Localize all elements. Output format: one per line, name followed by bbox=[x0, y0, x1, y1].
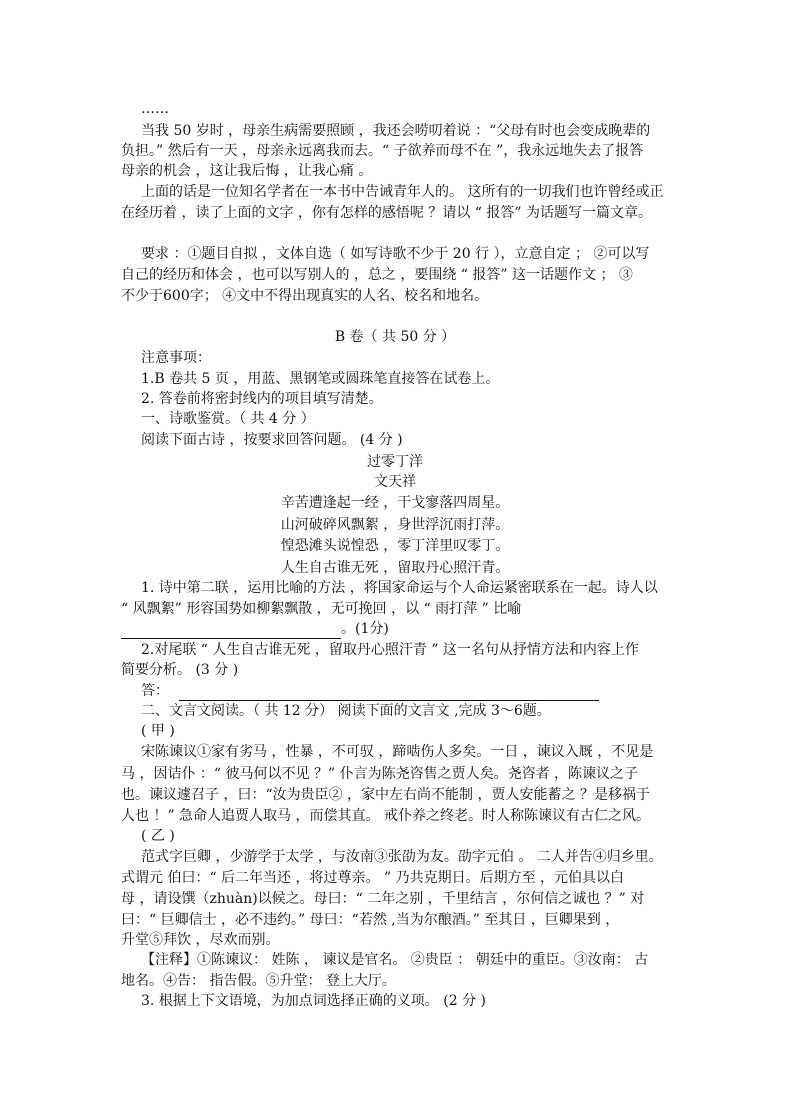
poem-line: 辛苦遭逢起一经 ，干戈寥落四周星。 bbox=[280, 495, 510, 511]
poetry-heading: 一、诗歌鉴赏。（ 共 4 分 ） bbox=[141, 411, 315, 427]
part-a-line2: 马 ，因诘仆 ：“ 彼马何以不见 ？” 仆言为陈尧咨售之贾人矣。尧咨者 ，陈谏议之子 bbox=[121, 766, 639, 782]
essay-p2-line1: 上面的话是一位知名学者在一本书中告诫青年人的。 这所有的一切我们也许曾经或正 bbox=[141, 184, 664, 200]
answer-blank-2[interactable] bbox=[179, 685, 599, 701]
essay-p1-line3: 母亲的机会 ，这让我后悔 ，让我心痛 。 bbox=[121, 163, 373, 179]
question-1-line2: “ 风飘絮” 形容国势如柳絮飘散 ，无可挽回 ，以 “ 雨打萍 ” 比喻 bbox=[121, 601, 522, 617]
poem-line: 人生自古谁无死 ，留取丹心照汗青。 bbox=[280, 560, 510, 576]
annotation-line2: 地名。④告： 指告假。⑤升堂： 登上大厅。 bbox=[121, 973, 396, 989]
part-b-line3: 母 ，请设馔（zhuàn)以候之。母曰：“ 二年之别 ，千里结言 ，尔何信之诚也 ？” 对 bbox=[121, 891, 645, 907]
requirement-line1: 要求 ：①题目自拟 ，文体自选（ 如写诗歌不少于 20 行 ），立意自定 ； ②可以写 bbox=[141, 246, 650, 262]
part-b-label: ( 乙 ) bbox=[141, 828, 175, 844]
poem-title: 过零丁洋 bbox=[367, 454, 423, 470]
notes-heading: 注意事项： bbox=[141, 350, 211, 366]
question-1-line3 bbox=[121, 619, 389, 639]
question-1-score: 。(1分) bbox=[341, 621, 389, 637]
part-a-label: ( 甲 ) bbox=[141, 723, 175, 739]
part-a-line1: 宋陈谏议①家有劣马 ，性暴 ，不可驭 ，蹄啮伤人多矣。一日 ，谏议入厩 ，不见是 bbox=[141, 744, 654, 760]
essay-p1-line1: 当我 50 岁时 ，母亲生病需要照顾 ，我还会唠叨着说 ：“父母有时也会变成晚辈的 bbox=[141, 123, 651, 139]
part-b-line2: 式谓元 伯曰：“ 后二年当还 ，将过尊亲。 ” 乃共克期日。后期方至 ，元伯具以白 bbox=[121, 870, 625, 886]
note-1: 1.B 卷共 5 页 ，用蓝、黑钢笔或圆珠笔直接答在试卷上。 bbox=[141, 371, 500, 387]
part-b-line5: 升堂⑤拜饮 ，尽欢而别。 bbox=[121, 932, 280, 948]
poem-line: 惶恐滩头说惶恐 ，零丁洋里叹零丁。 bbox=[280, 538, 510, 554]
requirement-line3: 不少于600字； ④文中不得出现真实的人名、校名和地名。 bbox=[121, 288, 489, 304]
ellipsis: …… bbox=[141, 101, 169, 117]
annotation-line1: 【注释】①陈谏议： 姓陈 ， 谏议是官名。 ②贵臣 ： 朝廷中的重臣。③汝南： 古 bbox=[141, 952, 649, 968]
part-a-line3: 也。谏议遽召子 ，曰：“汝为贵臣② ，家中左右尚不能制 ，贾人安能蓄之 ？是移祸于 bbox=[121, 787, 650, 803]
question-2-line1: 2.对尾联 “ 人生自古谁无死 ，留取丹心照汗青 ” 这一名句从抒情方法和内容上作 bbox=[141, 642, 639, 658]
question-2-line2: 简要分析。 (3 分 ) bbox=[121, 662, 239, 678]
section-b-title: B 卷（ 共 50 分 ） bbox=[334, 329, 456, 345]
answer-blank-1[interactable] bbox=[121, 623, 341, 639]
part-a-line4: 人也 ！” 急命人追贾人取马 ，而偿其直。 戒仆养之终老。时人称陈谏议有古仁之风。 bbox=[121, 808, 650, 824]
essay-p2-line2: 在经历着 ，读了上面的文字 ，你有怎样的感悟呢 ？请以 “ 报答” 为话题写一篇文章。 bbox=[121, 205, 653, 221]
answer-line bbox=[141, 681, 599, 701]
requirement-line2: 自己的经历和体会 ，也可以写别人的 ，总之 ，要围绕 “ 报答” 这一话题作文 ； ③ bbox=[121, 267, 633, 283]
essay-p1-line2: 负担。” 然后有一天 ，母亲永远离我而去。“ 子欲养而母不在 ”，我永远地失去了报答 bbox=[121, 143, 644, 159]
part-b-line1: 范式字巨卿 ，少游学于太学 ，与汝南③张劭为友。劭字元伯 。 二人并告④归乡里。 bbox=[141, 849, 663, 865]
poetry-instruction: 阅读下面古诗 ，按要求回答问题。 (4 分 ) bbox=[141, 432, 403, 448]
question-1-line1: 1. 诗中第二联 ，运用比喻的方法 ，将国家命运与个人命运紧密联系在一起。诗人以 bbox=[141, 580, 658, 596]
classical-heading: 二、文言文阅读。（ 共 12 分） 阅读下面的文言文 ,完成 3～6题。 bbox=[141, 703, 551, 719]
answer-label: 答： bbox=[141, 683, 169, 699]
poem-author: 文天祥 bbox=[374, 474, 416, 490]
poem-line: 山河破碎风飘絮 ，身世浮沉雨打萍。 bbox=[280, 517, 510, 533]
note-2: 2. 答卷前将密封线内的项目填写清楚。 bbox=[141, 391, 383, 407]
part-b-line4: 曰：“ 巨卿信士 ，必不违约。” 母曰：“若然 ,当为尔酿酒。” 至其日 ，巨卿果到 ， bbox=[121, 912, 620, 928]
question-3: 3. 根据上下文语境，为加点词选择正确的义项。 (2 分 ) bbox=[141, 993, 486, 1009]
